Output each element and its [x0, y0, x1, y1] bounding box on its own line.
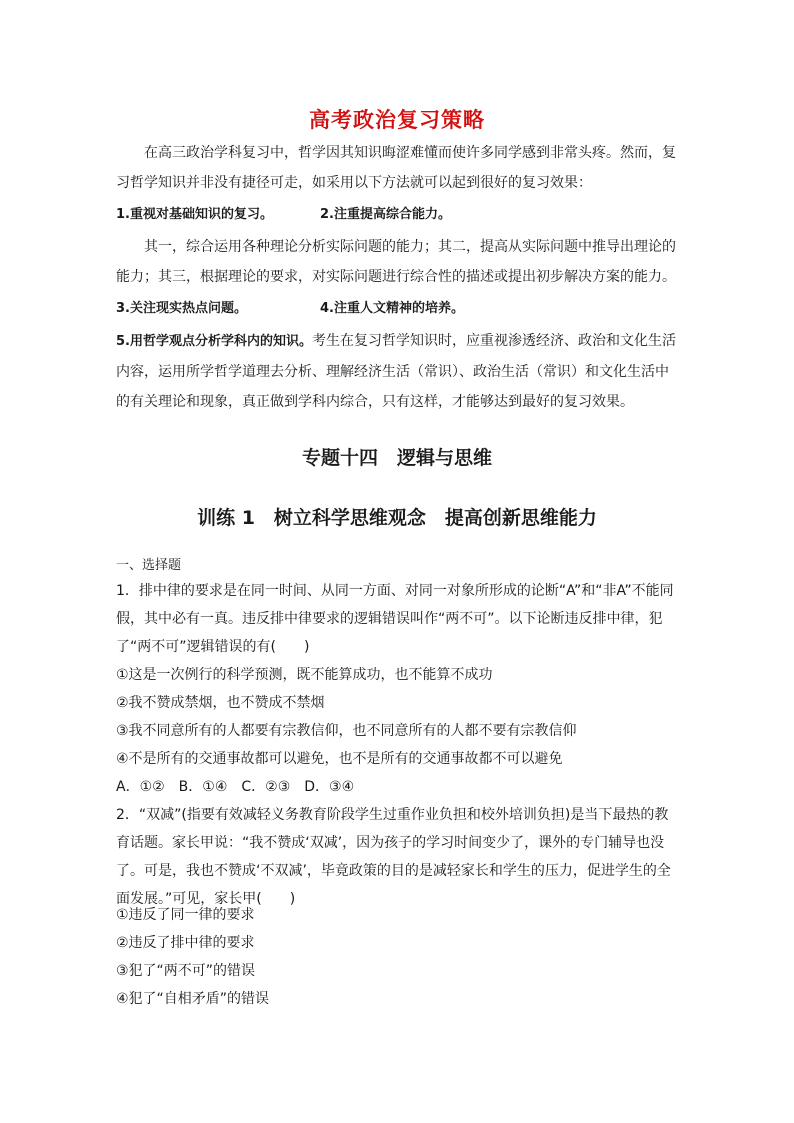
question-2-stem: 2．“双减”(指要有效减轻义务教育阶段学生过重作业负担和校外培训负担)是当下最热的教育话题。家长甲说：“我不赞成‘双减’，因为孩子的学习时间变少了，课外的专门辅导也没了。可是，我也不赞成‘不双减’，毕竟政策的目的是减轻家长和学生的压力，促进学生的全面发展。”可见，家长甲( ) [116, 807, 671, 907]
question-1-option-2: ②我不赞成禁烟，也不赞成不禁烟 [116, 695, 325, 711]
intro-paragraph: 在高三政治学科复习中，哲学因其知识晦涩难懂而使许多同学感到非常头疼。然而，复习哲学知识并非没有捷径可走，如采用以下方法就可以起到很好的复习效果： [116, 145, 676, 191]
point-5 [116, 326, 680, 417]
question-2-option-2: ②违反了排中律的要求 [116, 935, 255, 951]
question-1-option-3: ③我不同意所有的人都要有宗教信仰，也不同意所有的人都不要有宗教信仰 [116, 723, 577, 739]
question-2-option-3: ③犯了“两不可”的错误 [116, 963, 256, 979]
point-2-detail: 其一，综合运用各种理论分析实际问题的能力；其二，提高从实际问题中推导出理论的能力；其三，根据理论的要求，对实际问题进行综合性的描述或提出初步解决方案的能力。 [116, 239, 676, 285]
section-heading: 一、选择题 [116, 558, 182, 573]
point-5-text: 考生在复习哲学知识时，应重视渗透经济、政治和文化生活内容，运用所学哲学道理去分析、理解经济生活（常识）、政治生活（常识）和文化生活中的有关理论和现象，真正做到学科内综合，只有这样，才能够达到最好的复习效果。 [116, 333, 676, 410]
question-1-option-1: ①这是一次例行的科学预测，既不能算成功，也不能算不成功 [116, 667, 493, 683]
question-1-stem: 1．排中律的要求是在同一时间、从同一方面、对同一对象所形成的论断“A”和“非A”不能同假，其中必有一真。违反排中律要求的逻辑错误叫作“两不可”。以下论断违反排中律，犯了“两不可”逻辑错误的有( ) [116, 583, 674, 655]
point-2: 2.注重提高综合能力。 [320, 207, 451, 222]
question-1-option-4: ④不是所有的交通事故都可以避免，也不是所有的交通事故都不可以避免 [116, 751, 563, 767]
document-title: 高考政治复习策略 [309, 108, 485, 132]
question-1-answers: A．①② B．①④ C．②③ D．③④ [116, 779, 355, 795]
topic-title: 专题十四 逻辑与思维 [301, 447, 492, 469]
point-1: 1.重视对基础知识的复习。 [116, 207, 273, 222]
question-2-option-4: ④犯了“自相矛盾”的错误 [116, 991, 270, 1007]
point-5-heading: 5.用哲学观点分析学科内的知识。 [116, 334, 312, 349]
point-3: 3.关注现实热点问题。 [116, 301, 247, 316]
training-title: 训练 1 树立科学思维观念 提高创新思维能力 [197, 507, 597, 529]
question-2-option-1: ①违反了同一律的要求 [116, 907, 255, 923]
point-4: 4.注重人文精神的培养。 [320, 301, 464, 316]
